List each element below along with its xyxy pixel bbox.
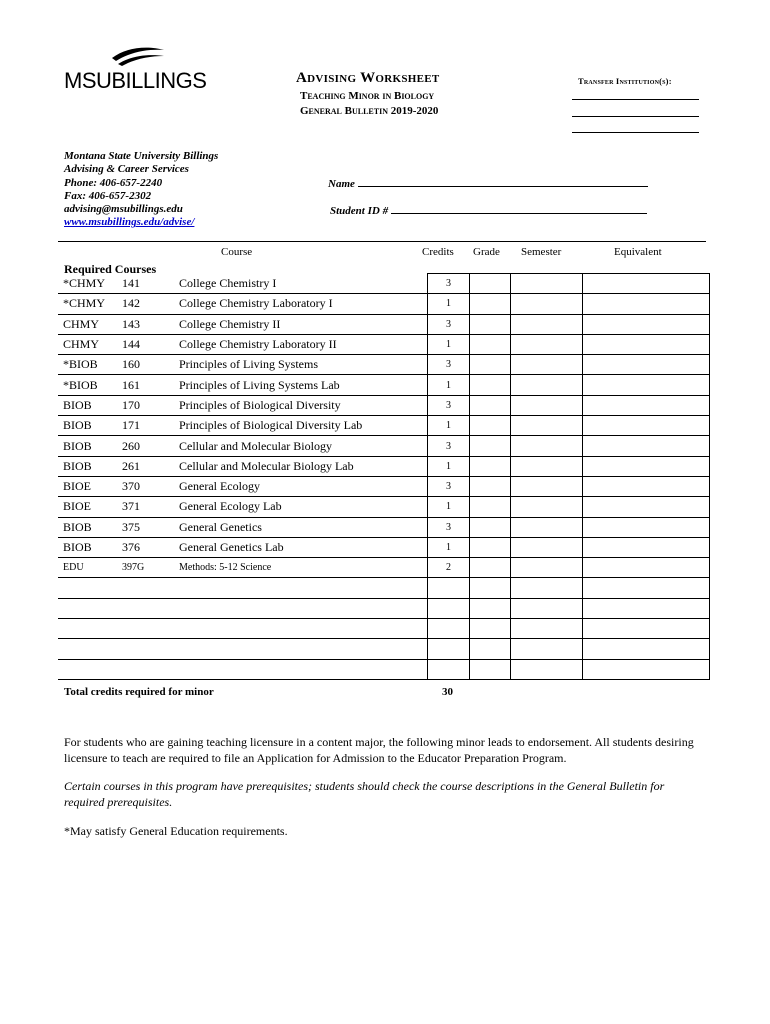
grade-cell[interactable] <box>470 395 511 415</box>
course-title: Principles of Biological Diversity <box>179 395 428 415</box>
semester-cell[interactable] <box>511 476 583 496</box>
equivalent-cell[interactable] <box>583 497 710 517</box>
contact-fax: Fax: 406-657-2302 <box>64 189 152 202</box>
course-number: 261 <box>122 456 179 476</box>
course-row <box>58 395 710 415</box>
course-row <box>58 558 710 578</box>
course-row <box>58 416 710 436</box>
semester-cell[interactable] <box>511 659 583 679</box>
course-number: 143 <box>122 314 179 334</box>
course-title: College Chemistry Laboratory I <box>179 294 428 314</box>
page-title: Advising Worksheet <box>296 70 440 86</box>
course-number: 171 <box>122 416 179 436</box>
course-credits: 1 <box>428 497 470 517</box>
course-title: Cellular and Molecular Biology Lab <box>179 456 428 476</box>
contact-dept: Advising & Career Services <box>64 163 189 176</box>
course-row <box>58 274 710 294</box>
course-dept: CHMY <box>58 334 122 354</box>
course-number <box>122 578 179 598</box>
semester-cell[interactable] <box>511 619 583 639</box>
semester-cell[interactable] <box>511 395 583 415</box>
contact-phone: Phone: 406-657-2240 <box>64 176 163 189</box>
gen-ed-note: *May satisfy General Education requirements. <box>64 824 288 838</box>
course-credits: 1 <box>428 294 470 314</box>
grade-cell[interactable] <box>470 334 511 354</box>
course-credits: 3 <box>428 436 470 456</box>
col-header-equivalent: Equivalent <box>614 246 662 258</box>
course-row <box>58 578 710 598</box>
course-number: 397G <box>122 558 179 578</box>
course-number: 141 <box>122 274 179 294</box>
course-row <box>58 334 710 354</box>
course-credits <box>428 639 470 659</box>
course-credits <box>428 578 470 598</box>
course-dept <box>58 598 122 618</box>
semester-cell[interactable] <box>511 497 583 517</box>
course-title <box>179 578 428 598</box>
semester-cell[interactable] <box>511 456 583 476</box>
semester-cell[interactable] <box>511 598 583 618</box>
logo-wordmark: MSUBILLINGS <box>64 68 207 93</box>
course-credits: 3 <box>428 517 470 537</box>
total-credits-value: 30 <box>442 686 453 698</box>
course-dept <box>58 619 122 639</box>
grade-cell[interactable] <box>470 436 511 456</box>
course-credits <box>428 598 470 618</box>
course-title: Cellular and Molecular Biology <box>179 436 428 456</box>
course-number: 161 <box>122 375 179 395</box>
course-credits: 1 <box>428 375 470 395</box>
course-number: 371 <box>122 497 179 517</box>
contact-website-link[interactable]: www.msubillings.edu/advise/ <box>64 216 195 229</box>
equivalent-cell[interactable] <box>583 558 710 578</box>
course-title <box>179 639 428 659</box>
equivalent-cell[interactable] <box>583 537 710 557</box>
course-dept: BIOB <box>58 436 122 456</box>
course-row <box>58 598 710 618</box>
contact-info <box>64 150 218 230</box>
equivalent-cell[interactable] <box>583 598 710 618</box>
equivalent-cell[interactable] <box>583 334 710 354</box>
equivalent-cell[interactable] <box>583 659 710 679</box>
course-dept: *BIOB <box>58 375 122 395</box>
course-credits: 1 <box>428 537 470 557</box>
course-number: 142 <box>122 294 179 314</box>
grade-cell[interactable] <box>470 578 511 598</box>
course-credits: 3 <box>428 314 470 334</box>
course-title: Principles of Living Systems Lab <box>179 375 428 395</box>
grade-cell[interactable] <box>470 355 511 375</box>
course-title <box>179 619 428 639</box>
course-number: 170 <box>122 395 179 415</box>
swoosh-logo-icon <box>110 44 166 68</box>
course-dept: BIOE <box>58 497 122 517</box>
course-dept: BIOE <box>58 476 122 496</box>
grade-cell[interactable] <box>470 497 511 517</box>
semester-cell[interactable] <box>511 436 583 456</box>
semester-cell[interactable] <box>511 517 583 537</box>
course-row <box>58 517 710 537</box>
course-row <box>58 659 710 679</box>
transfer-institution-line-2[interactable] <box>572 116 699 117</box>
course-dept <box>58 639 122 659</box>
course-number: 375 <box>122 517 179 537</box>
course-dept: BIOB <box>58 517 122 537</box>
grade-cell[interactable] <box>470 476 511 496</box>
course-credits: 3 <box>428 274 470 294</box>
grade-cell[interactable] <box>470 619 511 639</box>
equivalent-cell[interactable] <box>583 314 710 334</box>
semester-cell[interactable] <box>511 314 583 334</box>
course-credits <box>428 659 470 679</box>
course-title <box>179 598 428 618</box>
grade-cell[interactable] <box>470 375 511 395</box>
course-credits: 1 <box>428 334 470 354</box>
student-id-line[interactable] <box>391 203 647 214</box>
transfer-institution-line-3[interactable] <box>572 132 699 133</box>
equivalent-cell[interactable] <box>583 395 710 415</box>
equivalent-cell[interactable] <box>583 639 710 659</box>
col-header-grade: Grade <box>473 246 500 258</box>
course-number <box>122 619 179 639</box>
course-row <box>58 456 710 476</box>
course-row <box>58 375 710 395</box>
course-title: General Genetics <box>179 517 428 537</box>
course-dept: BIOB <box>58 537 122 557</box>
course-dept: *CHMY <box>58 274 122 294</box>
col-header-credits: Credits <box>422 246 454 258</box>
course-title: Methods: 5-12 Science <box>179 558 428 578</box>
course-row <box>58 476 710 496</box>
semester-cell[interactable] <box>511 334 583 354</box>
course-title: College Chemistry II <box>179 314 428 334</box>
course-number: 160 <box>122 355 179 375</box>
course-row <box>58 497 710 517</box>
equivalent-cell[interactable] <box>583 578 710 598</box>
course-row <box>58 314 710 334</box>
col-header-semester: Semester <box>521 246 562 258</box>
grade-cell[interactable] <box>470 416 511 436</box>
course-row <box>58 639 710 659</box>
equivalent-cell[interactable] <box>583 456 710 476</box>
course-dept: BIOB <box>58 395 122 415</box>
course-row <box>58 436 710 456</box>
course-credits: 3 <box>428 395 470 415</box>
grade-cell[interactable] <box>470 274 511 294</box>
equivalent-cell[interactable] <box>583 274 710 294</box>
course-number <box>122 639 179 659</box>
equivalent-cell[interactable] <box>583 619 710 639</box>
semester-cell[interactable] <box>511 274 583 294</box>
semester-cell[interactable] <box>511 578 583 598</box>
transfer-institution-line-1[interactable] <box>572 99 699 100</box>
course-credits: 1 <box>428 416 470 436</box>
course-number: 376 <box>122 537 179 557</box>
course-number: 260 <box>122 436 179 456</box>
course-row <box>58 619 710 639</box>
course-dept: *CHMY <box>58 294 122 314</box>
grade-cell[interactable] <box>470 558 511 578</box>
course-number <box>122 659 179 679</box>
total-credits-label: Total credits required for minor <box>64 686 214 698</box>
course-credits <box>428 619 470 639</box>
equivalent-cell[interactable] <box>583 416 710 436</box>
semester-cell[interactable] <box>511 416 583 436</box>
semester-cell[interactable] <box>511 375 583 395</box>
name-field[interactable] <box>328 176 648 190</box>
grade-cell[interactable] <box>470 294 511 314</box>
course-title: General Ecology <box>179 476 428 496</box>
course-dept: *BIOB <box>58 355 122 375</box>
semester-cell[interactable] <box>511 355 583 375</box>
grade-cell[interactable] <box>470 537 511 557</box>
course-title: General Genetics Lab <box>179 537 428 557</box>
equivalent-cell[interactable] <box>583 355 710 375</box>
msu-billings-logo <box>64 44 214 98</box>
course-row <box>58 355 710 375</box>
grade-cell[interactable] <box>470 659 511 679</box>
course-dept: EDU <box>58 558 122 578</box>
course-row <box>58 537 710 557</box>
semester-cell[interactable] <box>511 294 583 314</box>
equivalent-cell[interactable] <box>583 517 710 537</box>
licensure-note: For students who are gaining teaching licensure in a content major, the following minor leads to endorsement. All students desiring licensure to teach are required to file an Application for Admission to the Educator Preparation Program. <box>64 735 694 765</box>
course-credits: 2 <box>428 558 470 578</box>
semester-cell[interactable] <box>511 558 583 578</box>
student-id-label: Student ID # <box>330 205 389 217</box>
grade-cell[interactable] <box>470 314 511 334</box>
name-line[interactable] <box>358 176 648 187</box>
course-title: College Chemistry Laboratory II <box>179 334 428 354</box>
student-id-field[interactable] <box>330 203 647 217</box>
course-dept <box>58 578 122 598</box>
course-title: Principles of Living Systems <box>179 355 428 375</box>
semester-cell[interactable] <box>511 639 583 659</box>
required-courses-label: Required Courses <box>64 262 157 276</box>
course-title <box>179 659 428 679</box>
equivalent-cell[interactable] <box>583 476 710 496</box>
prerequisite-note: Certain courses in this program have prerequisites; students should check the course descriptions in the General Bulletin for required prerequisites. <box>64 779 665 809</box>
course-number: 370 <box>122 476 179 496</box>
course-title: College Chemistry I <box>179 274 428 294</box>
course-title: Principles of Biological Diversity Lab <box>179 416 428 436</box>
course-dept: BIOB <box>58 416 122 436</box>
course-dept: BIOB <box>58 456 122 476</box>
course-title: General Ecology Lab <box>179 497 428 517</box>
grade-cell[interactable] <box>470 517 511 537</box>
contact-email[interactable]: advising@msubillings.edu <box>64 203 183 216</box>
page-subtitle-program: Teaching Minor in Biology <box>300 90 435 102</box>
grade-cell[interactable] <box>470 598 511 618</box>
header-rule <box>58 241 706 242</box>
course-row <box>58 294 710 314</box>
name-label: Name <box>328 178 355 190</box>
equivalent-cell[interactable] <box>583 294 710 314</box>
equivalent-cell[interactable] <box>583 436 710 456</box>
course-number <box>122 598 179 618</box>
transfer-institutions-label: Transfer Institution(s): <box>578 76 672 86</box>
grade-cell[interactable] <box>470 456 511 476</box>
page-subtitle-bulletin: General Bulletin 2019-2020 <box>300 105 439 117</box>
course-credits: 3 <box>428 355 470 375</box>
course-credits: 1 <box>428 456 470 476</box>
semester-cell[interactable] <box>511 537 583 557</box>
col-header-course: Course <box>221 246 253 258</box>
grade-cell[interactable] <box>470 639 511 659</box>
course-table <box>58 273 710 680</box>
course-dept: CHMY <box>58 314 122 334</box>
equivalent-cell[interactable] <box>583 375 710 395</box>
course-credits: 3 <box>428 476 470 496</box>
course-number: 144 <box>122 334 179 354</box>
course-dept <box>58 659 122 679</box>
contact-org: Montana State University Billings <box>64 150 219 162</box>
